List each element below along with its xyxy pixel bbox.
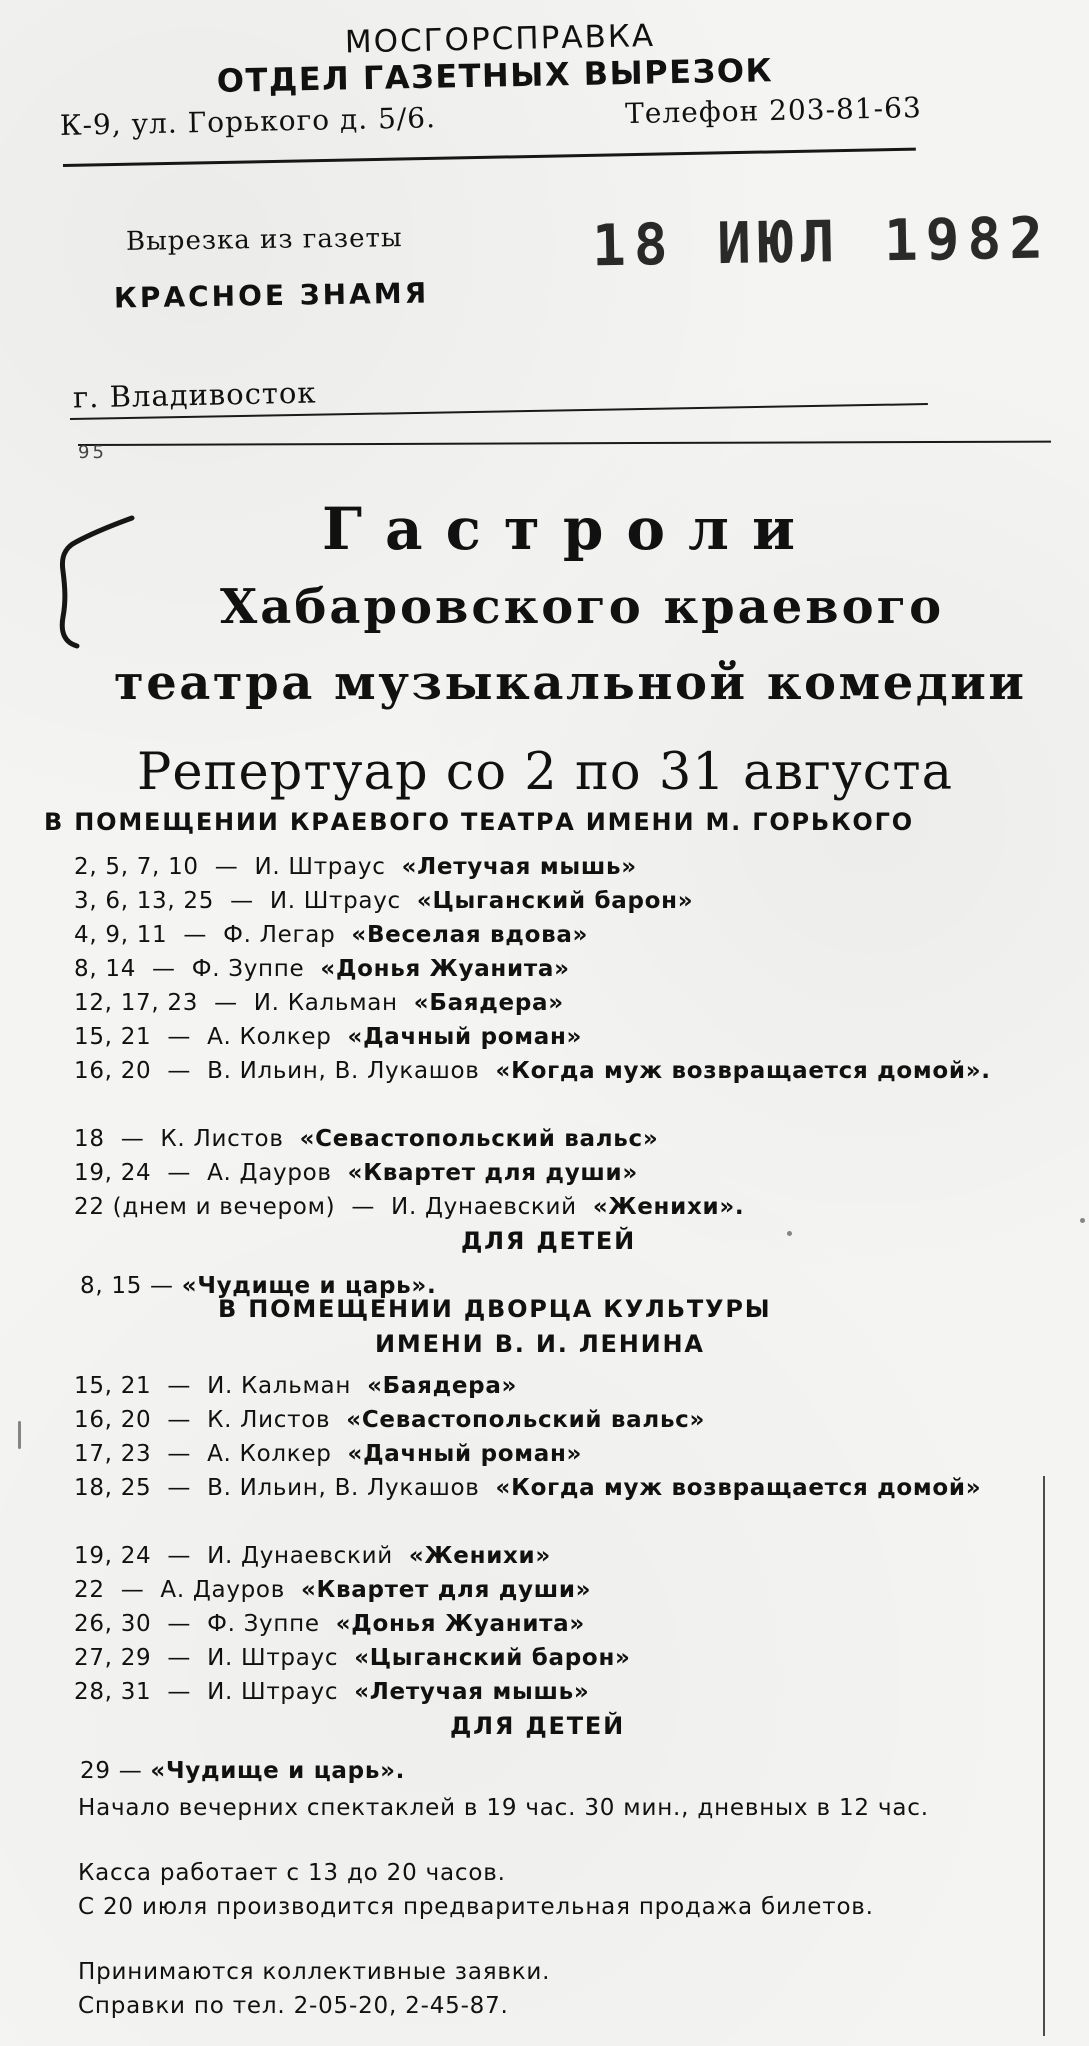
address-text: К-9, ул. Горького д. 5/6.	[59, 101, 437, 142]
performance-author: И. Дунаевский	[207, 1543, 393, 1569]
performance-author: И. Штраус	[269, 888, 401, 914]
performance-row	[74, 1403, 1044, 1437]
performance-author: В. Ильин, В. Лукашов	[207, 1475, 480, 1501]
performance-author: Ф. Зуппе	[191, 956, 305, 982]
venue-heading-lenin-name: ИМЕНИ В. И. ЛЕНИНА	[375, 1330, 705, 1358]
performance-dates: 19, 24	[74, 1160, 152, 1186]
performance-dates: 22	[74, 1577, 105, 1603]
performance-row	[74, 1675, 1044, 1709]
print-speck	[1080, 1218, 1085, 1223]
performance-row	[74, 918, 1044, 952]
notes-section	[78, 1793, 1038, 2022]
performance-author: В. Ильин, В. Лукашов	[207, 1058, 480, 1084]
venue-heading-culture-palace: В ПОМЕЩЕНИИ ДВОРЦА КУЛЬТУРЫ	[218, 1295, 772, 1323]
performance-title: «Когда муж возвращается домой».	[495, 1058, 991, 1084]
header-fragment: 95	[78, 442, 107, 463]
performance-author: И. Штраус	[207, 1679, 339, 1705]
performance-dates: 2, 5, 7, 10	[74, 854, 199, 880]
performance-row	[74, 1020, 1044, 1054]
dash: —	[351, 1194, 376, 1220]
dash: —	[214, 854, 239, 880]
performance-row	[74, 952, 1044, 986]
performance-title: «Когда муж возвращается домой»	[495, 1475, 982, 1501]
right-vertical-rule	[1043, 1476, 1045, 2036]
performance-author: И. Штраус	[254, 854, 386, 880]
performance-title: «Цыганский барон»	[416, 888, 694, 914]
performance-title: «Летучая мышь»	[354, 1679, 590, 1705]
performance-dates: 4, 9, 11	[74, 922, 168, 948]
performance-dates: 19, 24	[74, 1543, 152, 1569]
performance-dates: 17, 23	[74, 1441, 152, 1467]
city-name: г. Владивосток	[72, 375, 317, 415]
performance-title: «Чудище и царь».	[150, 1758, 406, 1784]
performance-title: «Цыганский барон»	[354, 1645, 631, 1671]
dash: —	[118, 1758, 143, 1784]
performance-author: А. Дауров	[207, 1160, 332, 1186]
performance-row	[74, 1156, 1044, 1190]
agency-name: МОСГОРСПРАВКА	[344, 17, 656, 61]
department-name: ОТДЕЛ ГАЗЕТНЫХ ВЫРЕЗОК	[216, 51, 774, 100]
dash: —	[167, 1024, 192, 1050]
dash: —	[214, 990, 238, 1016]
venue-1-performance-list	[74, 850, 1044, 1224]
performance-title: «Баядера»	[367, 1373, 518, 1399]
dash: —	[120, 1577, 145, 1603]
article-body	[0, 485, 1089, 2030]
performance-title: «Севастопольский вальс»	[299, 1126, 659, 1152]
address-phone-row	[60, 91, 931, 155]
performance-title: «Летучая мышь»	[401, 854, 637, 880]
performance-title: «Севастопольский вальс»	[346, 1407, 706, 1433]
dash: —	[167, 1441, 192, 1467]
performance-dates: 26, 30	[74, 1611, 152, 1637]
performance-title: «Донья Жуанита»	[335, 1611, 585, 1637]
dash: —	[230, 888, 254, 914]
performance-title: «Дачный роман»	[347, 1024, 583, 1050]
article-divider	[78, 441, 1051, 446]
performance-author: А. Дауров	[160, 1577, 285, 1603]
performance-dates: 29	[80, 1758, 111, 1784]
clipping-header	[0, 0, 1089, 470]
performance-author: К. Листов	[207, 1407, 331, 1433]
performance-row	[74, 850, 1044, 884]
clip-label: Вырезка из газеты	[125, 223, 403, 257]
performance-row	[74, 1369, 1044, 1403]
dash: —	[167, 1160, 192, 1186]
performance-title: «Донья Жуанита»	[320, 956, 570, 982]
dash: —	[152, 956, 176, 982]
children-heading: ДЛЯ ДЕТЕЙ	[450, 1712, 625, 1740]
box-office-note: Касса работает с 13 до 20 часов.	[78, 1860, 506, 1886]
performance-title: «Женихи».	[592, 1194, 745, 1220]
performance-author: А. Колкер	[207, 1024, 332, 1050]
performance-dates: 18, 25	[74, 1475, 152, 1501]
performance-row	[74, 1641, 1044, 1675]
performance-row	[74, 1054, 1044, 1122]
repertoire-subtitle: Репертуар со 2 по 31 августа	[137, 743, 953, 802]
article-title-line-2: Хабаровского краевого	[220, 579, 945, 635]
dash: —	[167, 1679, 192, 1705]
performance-row	[74, 1471, 1044, 1539]
performance-row	[74, 1190, 1044, 1224]
children-performance-row	[80, 1758, 405, 1784]
performance-title: «Чудище и царь».	[181, 1273, 437, 1299]
performance-row	[74, 1539, 1044, 1573]
performance-author: Ф. Легар	[223, 922, 336, 948]
dash: —	[120, 1126, 145, 1152]
performance-start-note: Начало вечерних спектаклей в 19 час. 30 мин., дневных в 12 час.	[78, 1795, 929, 1821]
dash: —	[150, 1273, 174, 1299]
dash: —	[183, 922, 208, 948]
performance-author: А. Колкер	[207, 1441, 332, 1467]
performance-dates: 15, 21	[74, 1024, 152, 1050]
performance-author: И. Кальман	[207, 1373, 352, 1399]
dash: —	[167, 1543, 192, 1569]
date-stamp: 18 ИЮЛ 1982	[591, 205, 1052, 280]
performance-author: Ф. Зуппе	[207, 1611, 320, 1637]
dash: —	[167, 1645, 192, 1671]
performance-author: К. Листов	[160, 1126, 284, 1152]
performance-dates: 28, 31	[74, 1679, 152, 1705]
print-speck	[787, 1231, 792, 1236]
performance-author: И. Кальман	[253, 990, 398, 1016]
children-heading: ДЛЯ ДЕТЕЙ	[461, 1227, 636, 1255]
performance-dates: 15, 21	[74, 1373, 152, 1399]
newspaper-name: КРАСНОЕ ЗНАМЯ	[113, 276, 430, 315]
article-title-line-3: театра музыкальной комедии	[114, 655, 1027, 711]
performance-title: «Баядера»	[413, 990, 564, 1016]
performance-dates: 16, 20	[74, 1058, 152, 1084]
presale-note: С 20 июля производится предварительная продажа билетов.	[78, 1894, 874, 1920]
dash: —	[167, 1475, 192, 1501]
performance-dates: 16, 20	[74, 1407, 152, 1433]
dash: —	[167, 1407, 192, 1433]
performance-dates: 8, 15	[80, 1273, 143, 1299]
performance-row	[74, 986, 1044, 1020]
performance-row	[74, 1607, 1044, 1641]
performance-dates: 18	[74, 1126, 105, 1152]
performance-dates: 12, 17, 23	[74, 990, 199, 1016]
performance-dates: 22 (днем и вечером)	[74, 1194, 336, 1220]
performance-title: «Квартет для души»	[347, 1160, 638, 1186]
performance-author: И. Дунаевский	[391, 1194, 577, 1220]
performance-title: «Женихи»	[408, 1543, 551, 1569]
venue-heading-gorky-theatre: В ПОМЕЩЕНИИ КРАЕВОГО ТЕАТРА ИМЕНИ М. ГОРЬКОГО	[44, 808, 914, 836]
performance-dates: 3, 6, 13, 25	[74, 888, 215, 914]
performance-row	[74, 1573, 1044, 1607]
performance-title: «Дачный роман»	[347, 1441, 583, 1467]
venue-2-performance-list	[74, 1369, 1044, 1709]
performance-title: «Квартет для души»	[300, 1577, 592, 1603]
performance-dates: 8, 14	[74, 956, 137, 982]
dash: —	[167, 1058, 192, 1084]
performance-author: И. Штраус	[207, 1645, 339, 1671]
performance-row	[74, 884, 1044, 918]
group-orders-note: Принимаются коллективные заявки.	[78, 1959, 551, 1985]
article-title-line-1: Гастроли	[321, 495, 819, 563]
edge-mark	[18, 1421, 21, 1449]
dash: —	[167, 1611, 192, 1637]
dash: —	[167, 1373, 192, 1399]
performance-row	[74, 1122, 1044, 1156]
phone-text: Телефон 203-81-63	[624, 90, 923, 131]
performance-dates: 27, 29	[74, 1645, 152, 1671]
phone-info-note: Справки по тел. 2-05-20, 2-45-87.	[78, 1993, 509, 2019]
performance-title: «Веселая вдова»	[351, 922, 589, 948]
performance-row	[74, 1437, 1044, 1471]
